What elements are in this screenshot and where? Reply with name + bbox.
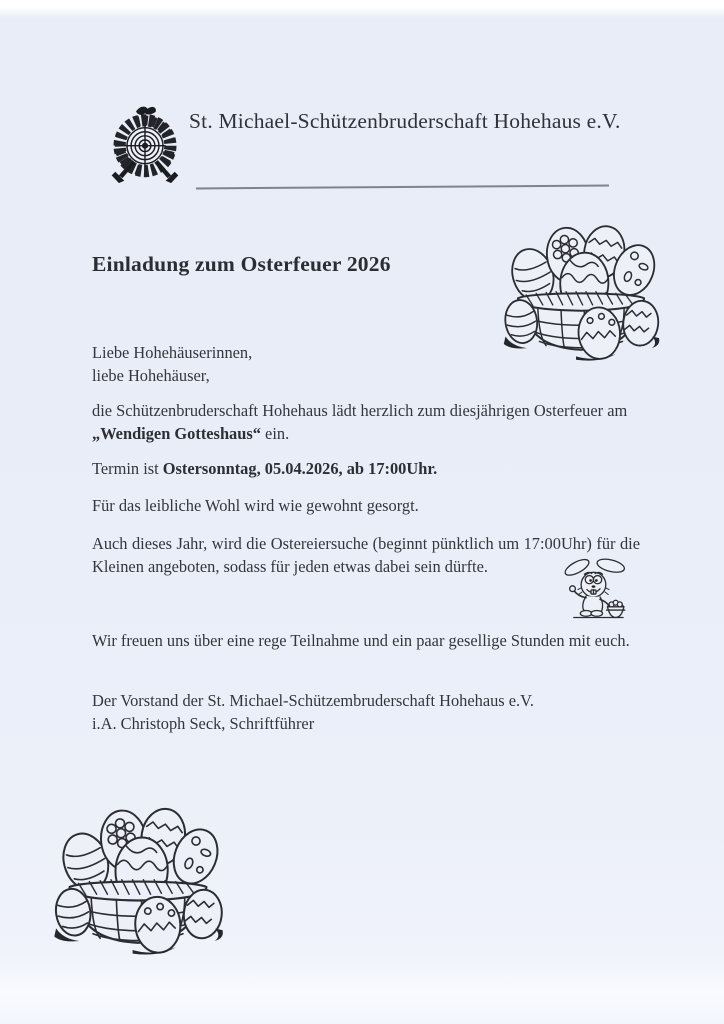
salutation: [92, 341, 644, 387]
letterhead-rule: [196, 185, 609, 189]
invitation-location-bold: „Wendigen Gotteshaus“: [92, 424, 261, 443]
signature-line-1: Der Vorstand der St. Michael-Schützembruderschaft Hohehaus e.V.: [92, 691, 534, 710]
signature-block: [92, 689, 644, 735]
letterhead-org-name: St. Michael-Schützenbruderschaft Hohehaus e.V.: [189, 109, 621, 133]
date-paragraph: [92, 457, 644, 480]
invitation-line-1: die Schützenbruderschaft Hohehaus lädt herzlich zum diesjährigen Osterfeuer am: [92, 401, 628, 420]
club-crest-logo: [100, 103, 190, 183]
invitation-paragraph: [92, 399, 644, 445]
invitation-tail: ein.: [260, 424, 290, 443]
date-bold: Ostersonntag, 05.04.2026, ab 17:00Uhr.: [162, 459, 438, 478]
salutation-line-1: Liebe Hohehäuserinnen,: [92, 343, 253, 362]
page-title: Einladung zum Osterfeuer 2026: [92, 252, 391, 276]
easter-basket-illustration-bottom-left: [48, 792, 228, 964]
easter-bunny-illustration: [552, 555, 644, 629]
date-prefix: Termin ist: [92, 459, 163, 478]
food-paragraph: Für das leibliche Wohl wird wie gewohnt gesorgt.: [92, 496, 419, 515]
egg-hunt-paragraph: Auch dieses Jahr, wird die Ostereiersuche (beginnt pünktlich um 17:00Uhr) für die Kleinen angeboten, sodass für jeden etwas dabei sein dürfte.: [92, 534, 640, 576]
salutation-line-2: liebe Hohehäuser,: [92, 366, 210, 385]
closing-paragraph: Wir freuen uns über eine rege Teilnahme und ein paar gesellige Stunden mit euch.: [92, 631, 630, 650]
signature-line-2: i.A. Christoph Seck, Schriftführer: [92, 714, 315, 733]
